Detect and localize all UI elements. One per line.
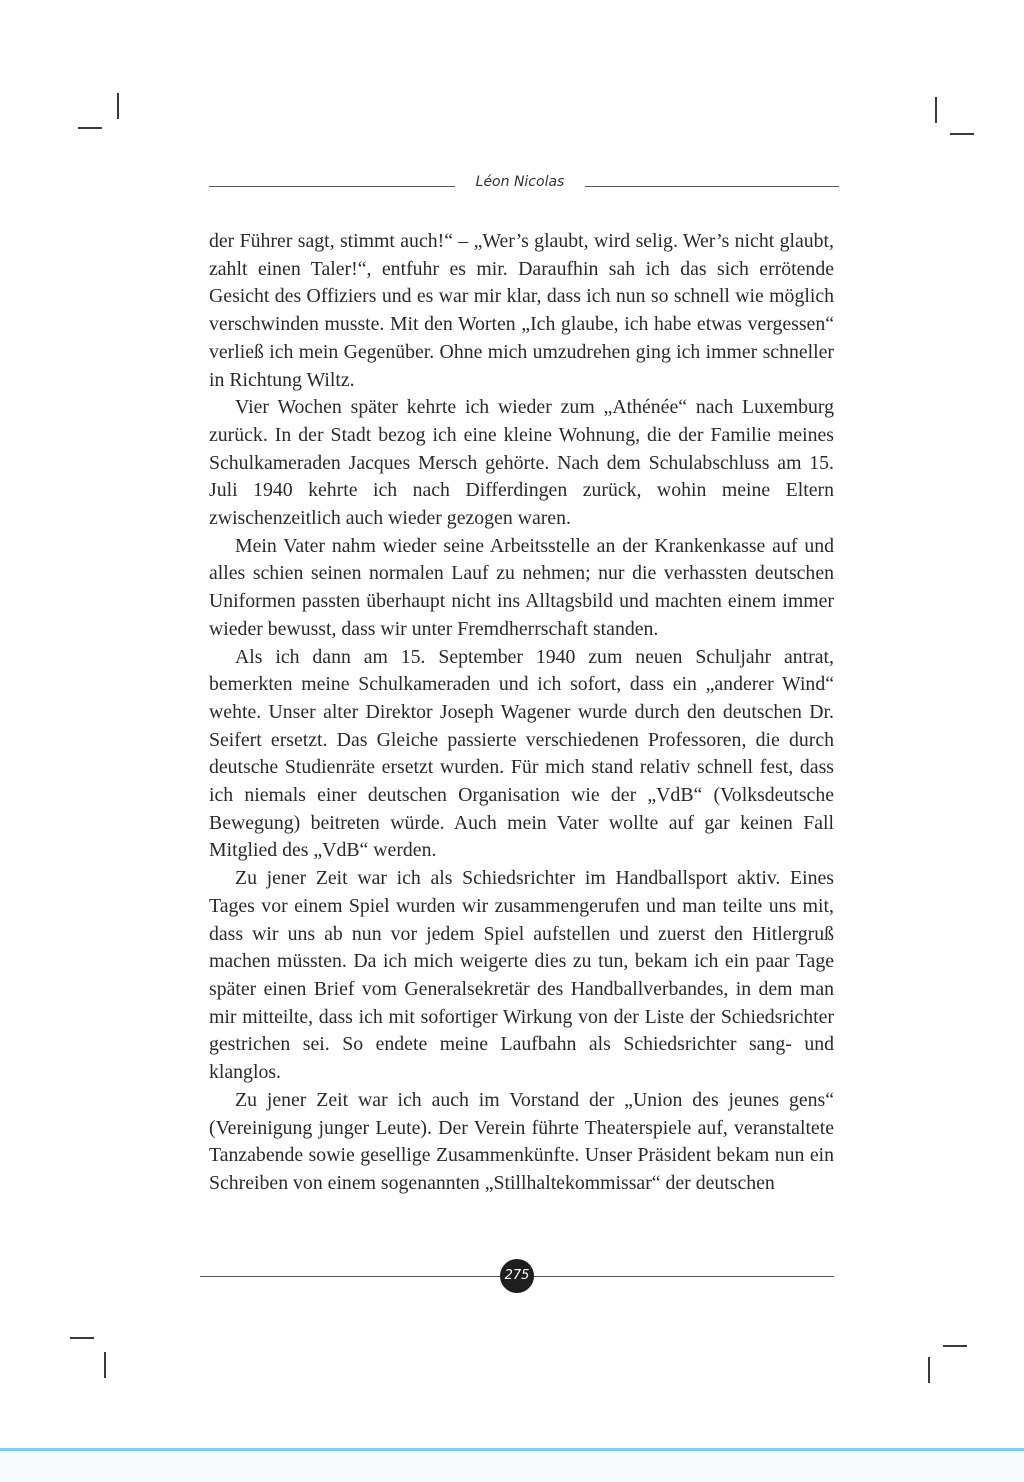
footer-rule-left — [200, 1276, 500, 1277]
crop-mark-bottom-left-vertical — [104, 1352, 106, 1378]
crop-mark-bottom-right-vertical — [928, 1357, 930, 1383]
paragraph-4: Als ich dann am 15. September 1940 zum neuen Schuljahr antrat, bemerkten meine Schulkameraden und ich sofort, dass ein „anderer Wind“ wehte. Unser alter Direktor Joseph Wagener wurde durch den deutschen Dr. Seifert ersetzt. Das Gleiche passierte verschiedenen Professoren, die durch deutsche Studienräte ersetzt wurden. Für mich stand relativ schnell fest, dass ich niemals einer deutschen Organisation wie der „VdB“ (Volksdeutsche Bewegung) beitreten würde. Auch mein Vater wollte auf gar keinen Fall Mitglied des „VdB“ werden. — [209, 645, 834, 862]
crop-mark-top-right-vertical — [935, 97, 937, 123]
crop-mark-top-left-horizontal — [78, 127, 102, 129]
running-header — [209, 168, 839, 204]
page-number-badge: 275 — [500, 1259, 534, 1293]
header-author-name: Léon Nicolas — [475, 174, 565, 190]
page-footer — [200, 1258, 834, 1292]
paragraph-5: Zu jener Zeit war ich als Schiedsrichter im Handballsport aktiv. Eines Tages vor einem Spiel wurden wir zusammengerufen und man teilte uns mit, dass wir uns ab nun vor jedem Spiel aufstellen und zuerst den Hitlergruß machen müssten. Da ich mich weigerte dies zu tun, bekam ich ein paar Tage später einen Brief vom Generalsekretär des Handballverbandes, in dem man mir mitteilte, dass ich mit sofortiger Wirkung von der Liste der Schiedsrichter gestrichen sei. So endete meine Laufbahn als Schiedsrichter sang- und klanglos. — [209, 867, 834, 1084]
paragraph-3: Mein Vater nahm wieder seine Arbeitsstelle an der Krankenkasse auf und alles schien seinen normalen Lauf zu nehmen; nur die verhassten deutschen Uniformen passten überhaupt nicht ins Alltagsbild und machten einem immer wieder bewusst, dass wir unter Fremdherrschaft standen. — [209, 534, 834, 640]
paragraph-2: Vier Wochen später kehrte ich wieder zum „Athénée“ nach Luxemburg zurück. In der Stadt bezog ich eine kleine Wohnung, die der Familie meines Schulkameraden Jacques Mersch gehörte. Nach dem Schulabschluss am 15. Juli 1940 kehrte ich nach Differdingen zurück, wohin meine Eltern zwischenzeitlich auch wieder gezogen waren. — [209, 396, 834, 530]
crop-mark-top-left-vertical — [117, 93, 119, 119]
crop-mark-bottom-left-horizontal — [70, 1337, 94, 1339]
crop-mark-bottom-right-horizontal — [943, 1345, 967, 1347]
footer-rule-right — [534, 1276, 834, 1277]
paragraph-1: der Führer sagt, stimmt auch!“ – „Wer’s glaubt, wird selig. Wer’s nicht glaubt, zahlt einen Taler!“, entfuhr es mir. Daraufhin sah ich das sich errötende Gesicht des Offiziers und es war mir klar, dass ich nun so schnell wie möglich verschwinden musste. Mit den Worten „Ich glaube, ich habe etwas vergessen“ verließ ich mein Gegenüber. Ohne mich umzudrehen ging ich immer schneller in Richtung Wiltz. — [209, 230, 834, 391]
crop-mark-top-right-horizontal — [950, 133, 974, 135]
header-rule-left — [209, 186, 455, 187]
body-text — [209, 228, 834, 1198]
scan-margin — [0, 1451, 1024, 1482]
paragraph-6: Zu jener Zeit war ich auch im Vorstand der „Union des jeunes gens“ (Vereinigung junger Leute). Der Verein führte Theaterspiele auf, veranstaltete Tanzabende sowie gesellige Zusammenkünfte. Unser Präsident bekam nun ein Schreiben von einem sogenannten „Stillhaltekommissar“ der deutschen — [209, 1088, 834, 1194]
header-rule-right — [585, 186, 839, 187]
